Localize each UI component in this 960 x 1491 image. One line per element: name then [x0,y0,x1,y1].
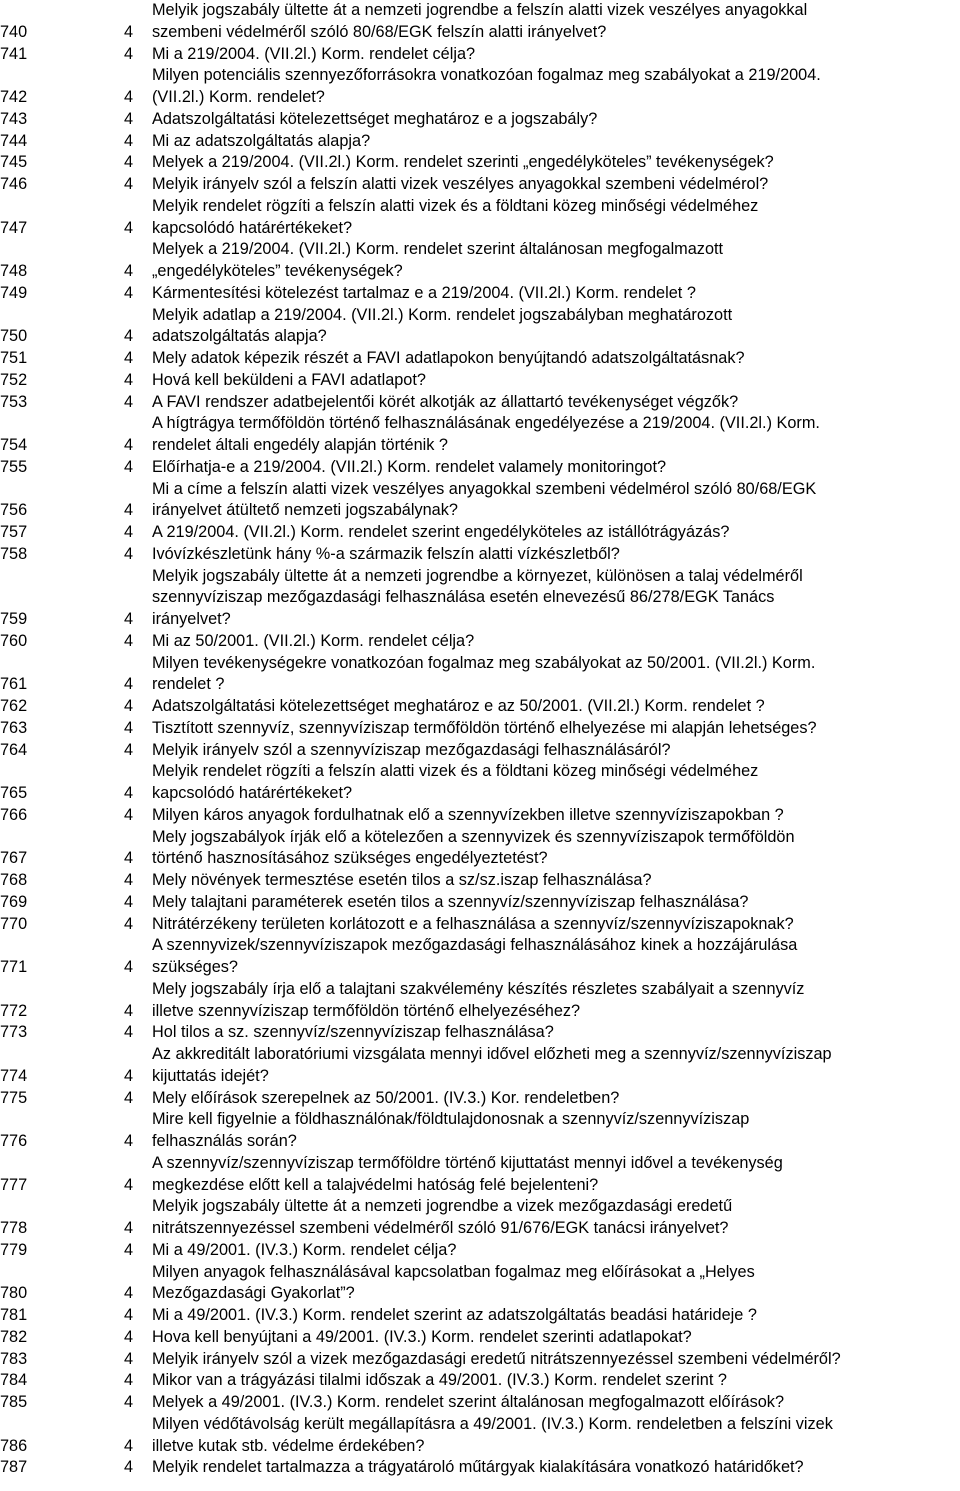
question-text: Mi az 50/2001. (VII.2l.) Korm. rendelet célja? [152,631,475,650]
question-row [0,370,960,392]
question-number: 786 [0,1436,28,1455]
question-level: 4 [124,1349,134,1368]
question-row [0,914,960,936]
question-row [0,631,960,653]
question-number: 751 [0,349,28,367]
question-text: A FAVI rendszer adatbejelentői körét alkotják az állattartó tevékenységet végzők? [152,392,739,411]
question-level: 4 [124,1436,134,1455]
question-number: 782 [0,1327,28,1346]
question-row [0,65,960,109]
question-level: 4 [124,327,134,346]
question-number: 763 [0,718,28,737]
question-text: Melyik rendelet rögzíti a felszín alatti vizek és a földtani közeg minőségi védelméhez kapcsolódó határértékeket? [152,196,759,237]
question-text: Hova kell benyújtani a 49/2001. (IV.3.) Korm. rendelet szerinti adatlapokat? [152,1327,692,1346]
question-number: 777 [0,1175,28,1194]
question-level: 4 [124,610,134,628]
question-number: 785 [0,1393,28,1411]
question-row [0,1262,960,1306]
question-text: Hol tilos a sz. szennyvíz/szennyvíziszap felhasználása? [152,1023,554,1042]
question-text: Melyik rendelet tartalmazza a trágyatároló műtárgyak kialakítására vonatkozó határidőket? [152,1458,804,1477]
question-level: 4 [124,631,134,650]
question-level: 4 [124,740,134,759]
question-row [0,283,960,305]
question-number: 778 [0,1219,28,1237]
question-level: 4 [124,1023,134,1042]
question-row [0,1349,960,1371]
question-number: 781 [0,1306,28,1324]
question-text: Hová kell beküldeni a FAVI adatlapot? [152,370,426,389]
question-row [0,566,960,631]
question-row [0,1196,960,1240]
question-row [0,1044,960,1088]
question-text: Melyik rendelet rögzíti a felszín alatti vizek és a földtani közeg minőségi védelméhez kapcsolódó határértékeket? [152,762,759,802]
question-level: 4 [124,1306,134,1324]
question-row [0,1240,960,1262]
question-number: 741 [0,44,28,63]
question-text: Kármentesítési kötelezést tartalmaz e a 219/2004. (VII.2l.) Korm. rendelet ? [152,283,696,302]
question-row [0,935,960,979]
question-row [0,1414,960,1458]
question-text: Milyen káros anyagok fordulhatnak elő a szennyvízekben illetve szennyvíziszapokban ? [152,805,784,824]
question-text: Mely talajtani paraméterek esetén tilos a szennyvíz/szennyvíziszap felhasználása? [152,892,749,911]
question-number: 758 [0,544,28,563]
question-row [0,522,960,544]
question-level: 4 [124,675,134,694]
question-level: 4 [124,22,134,41]
question-level: 4 [124,1001,134,1020]
question-row [0,413,960,457]
question-text: Melyik irányelv szól a felszín alatti vizek veszélyes anyagokkal szembeni védelmérol? [152,175,769,193]
question-text: Mi a 49/2001. (IV.3.) Korm. rendelet célja? [152,1240,457,1259]
question-number: 772 [0,1001,28,1020]
question-text: A hígtrágya termőföldön történő felhasználásának engedélyezése a 219/2004. (VII.2l.) Korm. rendelet általi engedély alapján történik ? [152,414,820,454]
question-text: Mi a 49/2001. (IV.3.) Korm. rendelet szerint az adatszolgáltatás beadási határideje ? [152,1306,757,1324]
question-text: Mely előírások szerepelnek az 50/2001. (IV.3.) Kor. rendeletben? [152,1088,620,1107]
question-number: 768 [0,871,28,889]
question-number: 776 [0,1132,28,1150]
question-level: 4 [124,153,134,172]
question-text: Mely jogszabály írja elő a talajtani szakvélemény készítés részletes szabályait a szennyvíz illetve szennyvíziszap termőföldön történő elhelyezéséhez? [152,979,805,1020]
question-number: 766 [0,805,28,824]
question-level: 4 [124,283,134,302]
question-number: 753 [0,392,28,411]
question-text: Melyik adatlap a 219/2004. (VII.2l.) Korm. rendelet jogszabályban meghatározott adatszolgáltatás alapja? [152,305,733,346]
question-number: 740 [0,22,28,41]
question-text: Ivóvízkészletünk hány %-a származik felszín alatti vízkészletből? [152,544,620,563]
question-level: 4 [124,392,134,411]
question-number: 760 [0,631,28,650]
question-text: Mi a címe a felszín alatti vizek veszélyes anyagokkal szembeni védelmérol szóló 80/68/EGK irányelvet átültető nemzeti jogszabálynak? [152,479,817,520]
question-level: 4 [124,1132,134,1150]
question-row [0,740,960,762]
question-text: Melyek a 219/2004. (VII.2l.) Korm. rendelet szerint általánosan megfogalmazott „engedélyköteles” tevékenységek? [152,240,724,280]
question-level: 4 [124,88,134,106]
question-text: Milyen potenciális szennyezőforrásokra vonatkozóan fogalmaz meg szabályokat a 219/2004. (VII.2l.) Korm. rendelet? [152,66,821,106]
question-text: A szennyvíz/szennyvíziszap termőföldre történő kijuttatást mennyi idővel a tevékenység megkezdése előtt kell a talajvédelmi hatóság felé bejelenteni? [152,1153,783,1194]
question-row [0,1022,960,1044]
question-level: 4 [124,1175,134,1194]
question-number: 759 [0,610,28,628]
question-text: Mire kell figyelnie a földhasználónak/földtulajdonosnak a szennyvíz/szennyvíziszap felhasználás során? [152,1110,750,1150]
question-number: 774 [0,1066,28,1085]
question-row [0,1088,960,1110]
question-level: 4 [124,805,134,824]
question-number: 773 [0,1023,28,1042]
question-text: Melyik irányelv szól a szennyvíziszap mezőgazdasági felhasználásáról? [152,740,671,759]
question-level: 4 [124,218,134,237]
question-number: 752 [0,370,28,389]
question-level: 4 [124,849,134,868]
question-text: Mely növények termesztése esetén tilos a sz/sz.iszap felhasználása? [152,871,652,889]
question-number: 761 [0,675,28,694]
question-level: 4 [124,958,134,976]
question-number: 767 [0,849,28,868]
question-text: Tisztított szennyvíz, szennyvíziszap termőföldön történő elhelyezése mi alapján lehetséges? [152,718,817,737]
question-row [0,1109,960,1153]
question-text: Adatszolgáltatási kötelezettséget meghatároz e a jogszabály? [152,109,598,128]
question-row [0,761,960,805]
question-text: Mikor van a trágyázási tilalmi időszak a 49/2001. (IV.3.) Korm. rendelet szerint ? [152,1371,727,1390]
question-text: Milyen anyagok felhasználásával kapcsolatban fogalmaz meg előírásokat a „Helyes Mezőgazdasági Gyakorlat”? [152,1262,755,1303]
question-level: 4 [124,1219,134,1237]
question-number: 754 [0,436,28,454]
question-text: Milyen védőtávolság került megállapításra a 49/2001. (IV.3.) Korm. rendeletben a felszíni vizek illetve kutak stb. védelme érdekében? [152,1414,833,1455]
question-row [0,544,960,566]
question-row [0,1153,960,1197]
question-row [0,827,960,871]
question-level: 4 [124,718,134,737]
question-number: 745 [0,153,28,172]
question-row [0,457,960,479]
question-number: 744 [0,131,28,150]
question-text: Az akkreditált laboratóriumi vizsgálata mennyi idővel előzheti meg a szennyvíz/szennyvíziszap kijuttatás idejét? [152,1045,832,1085]
question-text: Mi a 219/2004. (VII.2l.) Korm. rendelet célja? [152,44,476,63]
question-number: 757 [0,523,28,541]
question-number: 747 [0,218,28,237]
question-level: 4 [124,1240,134,1259]
question-level: 4 [124,523,134,541]
question-level: 4 [124,349,134,367]
question-level: 4 [124,1066,134,1085]
question-text: A 219/2004. (VII.2l.) Korm. rendelet szerint engedélyköteles az istállótrágyázás? [152,523,730,541]
question-number: 764 [0,740,28,759]
question-number: 769 [0,892,28,911]
question-row [0,44,960,66]
question-number: 742 [0,88,28,106]
question-level: 4 [124,109,134,128]
question-level: 4 [124,784,134,802]
question-row [0,1370,960,1392]
question-level: 4 [124,914,134,933]
question-level: 4 [124,544,134,563]
question-text: Nitrátérzékeny területen korlátozott e a felhasználása a szennyvíz/szennyvíziszapoknak? [152,914,794,933]
question-number: 750 [0,327,28,346]
question-number: 743 [0,109,28,128]
question-number: 775 [0,1088,28,1107]
question-level: 4 [124,457,134,476]
question-number: 756 [0,501,28,520]
question-number: 780 [0,1284,28,1303]
question-level: 4 [124,44,134,63]
question-row [0,479,960,523]
question-level: 4 [124,1088,134,1107]
question-level: 4 [124,1327,134,1346]
question-level: 4 [124,436,134,454]
question-text: Melyik jogszabály ültette át a nemzeti jogrendbe a környezet, különösen a talaj védelméről szennyvíziszap mezőgazdasági felhasználása esetén elnevezésű 86/278/EGK Tanács irányelvet? [152,566,803,628]
question-row [0,131,960,153]
question-text: Milyen tevékenységekre vonatkozóan fogalmaz meg szabályokat az 50/2001. (VII.2l.) Korm. rendelet ? [152,653,816,694]
question-text: Melyek a 219/2004. (VII.2l.) Korm. rendelet szerinti „engedélyköteles” tevékenységek? [152,153,774,172]
question-level: 4 [124,131,134,150]
question-row [0,696,960,718]
question-row [0,1392,960,1414]
question-row [0,1457,960,1479]
question-level: 4 [124,175,134,193]
question-text: Melyik irányelv szól a vizek mezőgazdasági eredetű nitrátszennyezéssel szembeni védelméről? [152,1349,841,1368]
question-number: 749 [0,283,28,302]
question-number: 779 [0,1240,28,1259]
question-level: 4 [124,1284,134,1303]
question-row [0,653,960,697]
question-level: 4 [124,1458,134,1477]
question-row [0,109,960,131]
question-level: 4 [124,697,134,715]
question-row [0,1327,960,1349]
question-row [0,348,960,370]
question-level: 4 [124,1371,134,1390]
question-row [0,239,960,283]
question-text: Mely jogszabályok írják elő a kötelezően a szennyvizek és szennyvíziszapok termőföldön történő hasznosításához szükséges engedélyeztetést? [152,827,795,868]
question-row [0,196,960,240]
question-text: A szennyvizek/szennyvíziszapok mezőgazdasági felhasználásához kinek a hozzájárulása szükséges? [152,936,798,976]
question-text: Melyek a 49/2001. (IV.3.) Korm. rendelet szerint általánosan megfogalmazott előírások? [152,1393,784,1411]
question-number: 770 [0,914,28,933]
question-text: Mely adatok képezik részét a FAVI adatlapokon benyújtandó adatszolgáltatásnak? [152,349,745,367]
question-text: Előírhatja-e a 219/2004. (VII.2l.) Korm. rendelet valamely monitoringot? [152,457,667,476]
question-row [0,892,960,914]
question-number: 771 [0,958,28,976]
question-text: Melyik jogszabály ültette át a nemzeti jogrendbe a vizek mezőgazdasági eredetű nitrátszennyezéssel szembeni védelméről szóló 91/676/EGK tanácsi irányelvet? [152,1197,733,1237]
question-row [0,979,960,1023]
question-row [0,0,960,44]
question-row [0,152,960,174]
question-row [0,305,960,349]
question-level: 4 [124,262,134,280]
question-number: 762 [0,697,28,715]
question-level: 4 [124,1393,134,1411]
question-number: 755 [0,457,28,476]
question-level: 4 [124,871,134,889]
question-text: Melyik jogszabály ültette át a nemzeti jogrendbe a felszín alatti vizek veszélyes anyagokkal szembeni védelméről szóló 80/68/EGK felszín alatti irányelvet? [152,1,808,41]
question-number: 765 [0,784,28,802]
question-row [0,1305,960,1327]
question-level: 4 [124,892,134,911]
question-number: 787 [0,1458,28,1477]
question-number: 746 [0,175,28,193]
question-text: Adatszolgáltatási kötelezettséget meghatároz e az 50/2001. (VII.2l.) Korm. rendelet ? [152,697,765,715]
question-row [0,718,960,740]
question-row [0,805,960,827]
question-row [0,174,960,196]
question-level: 4 [124,370,134,389]
question-number: 783 [0,1349,28,1368]
question-text: Mi az adatszolgáltatás alapja? [152,131,371,150]
question-row [0,392,960,414]
question-row [0,870,960,892]
question-level: 4 [124,501,134,520]
question-number: 748 [0,262,28,280]
question-number: 784 [0,1371,28,1390]
